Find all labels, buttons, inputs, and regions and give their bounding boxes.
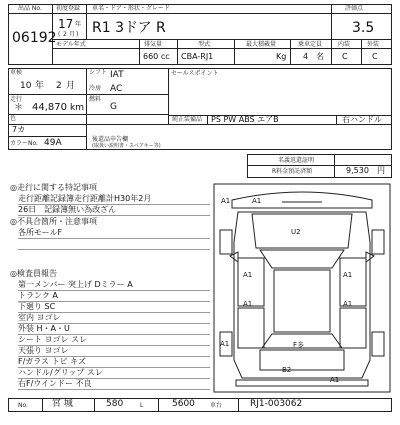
fuel-value: G — [110, 102, 117, 112]
capacity-label: 乗車定員 — [298, 41, 323, 48]
damage-mark: A1 — [243, 271, 253, 279]
damage-mark: A1 — [330, 376, 340, 384]
damage-mark: A1 — [243, 300, 253, 308]
first-reg-year: 17 — [58, 17, 74, 31]
inspector-item: ハンドル/グリップ スレ — [18, 368, 103, 377]
model-name: R1 3ドア R — [92, 20, 166, 36]
equipment-value: PS PW ABS エアB — [211, 115, 279, 124]
max-load-label: 最大積載量 — [246, 41, 277, 48]
exterior-grade: C — [372, 52, 378, 61]
footer-code2: 5600 — [172, 399, 195, 409]
model-code-label: 型式 — [198, 41, 211, 48]
model-label: 車名・ドア・形状・グレード — [92, 5, 170, 12]
interior-grade: C — [342, 52, 348, 61]
max-load-unit: Kg — [276, 52, 287, 61]
recycle-frame — [247, 154, 392, 178]
inspector-item: 右F/ウインドー 不良 — [18, 379, 92, 388]
deposit-label: 名義返還証明 — [278, 157, 315, 164]
damage-mark: A1 — [221, 197, 231, 205]
recycle-amount-value: 9,530 — [346, 166, 369, 175]
mileage-prefix: ＊ — [14, 103, 24, 113]
fuel-label: 燃料 — [89, 96, 102, 103]
footer-chassis: RJ1-003062 — [250, 399, 303, 409]
color-no: 49A — [44, 138, 62, 148]
inspector-item: シート ヨゴレ スレ — [18, 335, 88, 344]
damage-mark: F多 — [293, 341, 305, 349]
inspector-item: 室内 ヨゴレ — [18, 313, 61, 322]
cc-label: 排気量 — [144, 41, 163, 48]
mileage-note-line1: 走行距離記録簿走行距離計H30年2月 — [18, 194, 152, 203]
mileage-label: 走行 — [10, 96, 23, 103]
handle-value: 右ハンドル — [342, 115, 382, 124]
model-code: CBA-RJ1 — [181, 52, 214, 61]
inspection-month: 2 — [56, 81, 62, 91]
shift-label: シフト — [89, 69, 108, 76]
vehicle-damage-diagram — [212, 182, 392, 394]
footer-region-label: No. — [18, 402, 28, 409]
exterior-label: 外装 — [367, 41, 380, 48]
inspection-label: 車検 — [10, 69, 23, 76]
inspection-year-unit: 年 — [35, 81, 45, 91]
defect-heading: ◎不具合箇所・注意事項 — [10, 217, 97, 226]
cc-value: 660 cc — [143, 52, 170, 61]
capacity-unit: 名 — [316, 52, 324, 61]
inspector-item: トランク A — [18, 291, 58, 300]
shift-value: IAT — [110, 70, 124, 80]
inspector-item: 下廻り SC — [18, 302, 56, 311]
type-label: モデル年式 — [56, 41, 86, 48]
inspection-month-unit: 月 — [66, 81, 76, 91]
recycle-amount-label: R料金預託済額 — [272, 168, 313, 175]
first-reg-month-open: ( — [58, 31, 61, 38]
first-reg-year-unit: 年 — [75, 21, 82, 28]
footer-region: 宮 城 — [52, 399, 73, 409]
grade-value: 3.5 — [352, 20, 375, 36]
inspector-item: 天張り ヨゴレ — [18, 346, 69, 355]
first-reg-month-unit: 月 — [69, 31, 76, 38]
damage-mark: A1 — [252, 197, 262, 205]
sales-point-label: セールスポイント — [171, 70, 219, 77]
inspector-item: F/ガラス トビ キズ — [18, 357, 86, 366]
footer-code1: 580 — [106, 399, 124, 409]
capacity-value: 4 — [303, 52, 309, 61]
damage-mark: A1 — [220, 340, 230, 348]
grade-label: 評価点 — [345, 5, 364, 12]
inspection-year: 10 — [20, 81, 32, 91]
inspector-item: 外装 H・A・U — [18, 324, 70, 333]
inspector-heading: ◎検査員報告 — [10, 269, 57, 278]
mileage-unit: km — [70, 103, 84, 113]
defect-line1: 各所モールF — [18, 228, 63, 237]
color-label: 色 — [10, 115, 17, 122]
equipment-label: 純正装備品 — [172, 116, 203, 123]
footer-code2-label: L — [140, 402, 144, 409]
ac-value: AC — [110, 84, 123, 94]
mileage-value: 44,870 — [32, 102, 67, 113]
inspector-item: 第一メンバー 突上げ Dミラー A — [18, 280, 133, 289]
recycle-item-note: (取扱い説明書・スペアキー等) — [92, 143, 161, 149]
damage-mark: A1 — [343, 271, 353, 279]
recycle-amount-unit: 円 — [377, 166, 385, 175]
first-reg-month-close: ) — [76, 31, 79, 38]
first-reg-label: 初度登録 — [56, 5, 81, 12]
ac-label: 冷房 — [89, 85, 102, 92]
damage-mark: B2 — [282, 366, 292, 374]
mileage-note-line2: 26日 記録簿無い為改ざん — [18, 205, 117, 214]
first-reg-month: 2 — [63, 31, 67, 38]
lot-label: 出品 No. — [18, 5, 42, 12]
recycle-item-label: 後還品申告欄 — [92, 136, 129, 143]
footer-chassis-label: 車台 — [210, 402, 223, 409]
inspector-item-rule — [18, 389, 210, 390]
damage-mark: A1 — [343, 300, 353, 308]
lot-number: 06192 — [12, 30, 57, 46]
interior-label: 内装 — [338, 41, 351, 48]
color-no-label: カラーNo. — [10, 140, 38, 147]
damage-mark: U2 — [291, 228, 301, 236]
mileage-note-heading: ◎走行に関する特記事項 — [10, 183, 97, 192]
color-value: 7カ — [12, 125, 26, 134]
